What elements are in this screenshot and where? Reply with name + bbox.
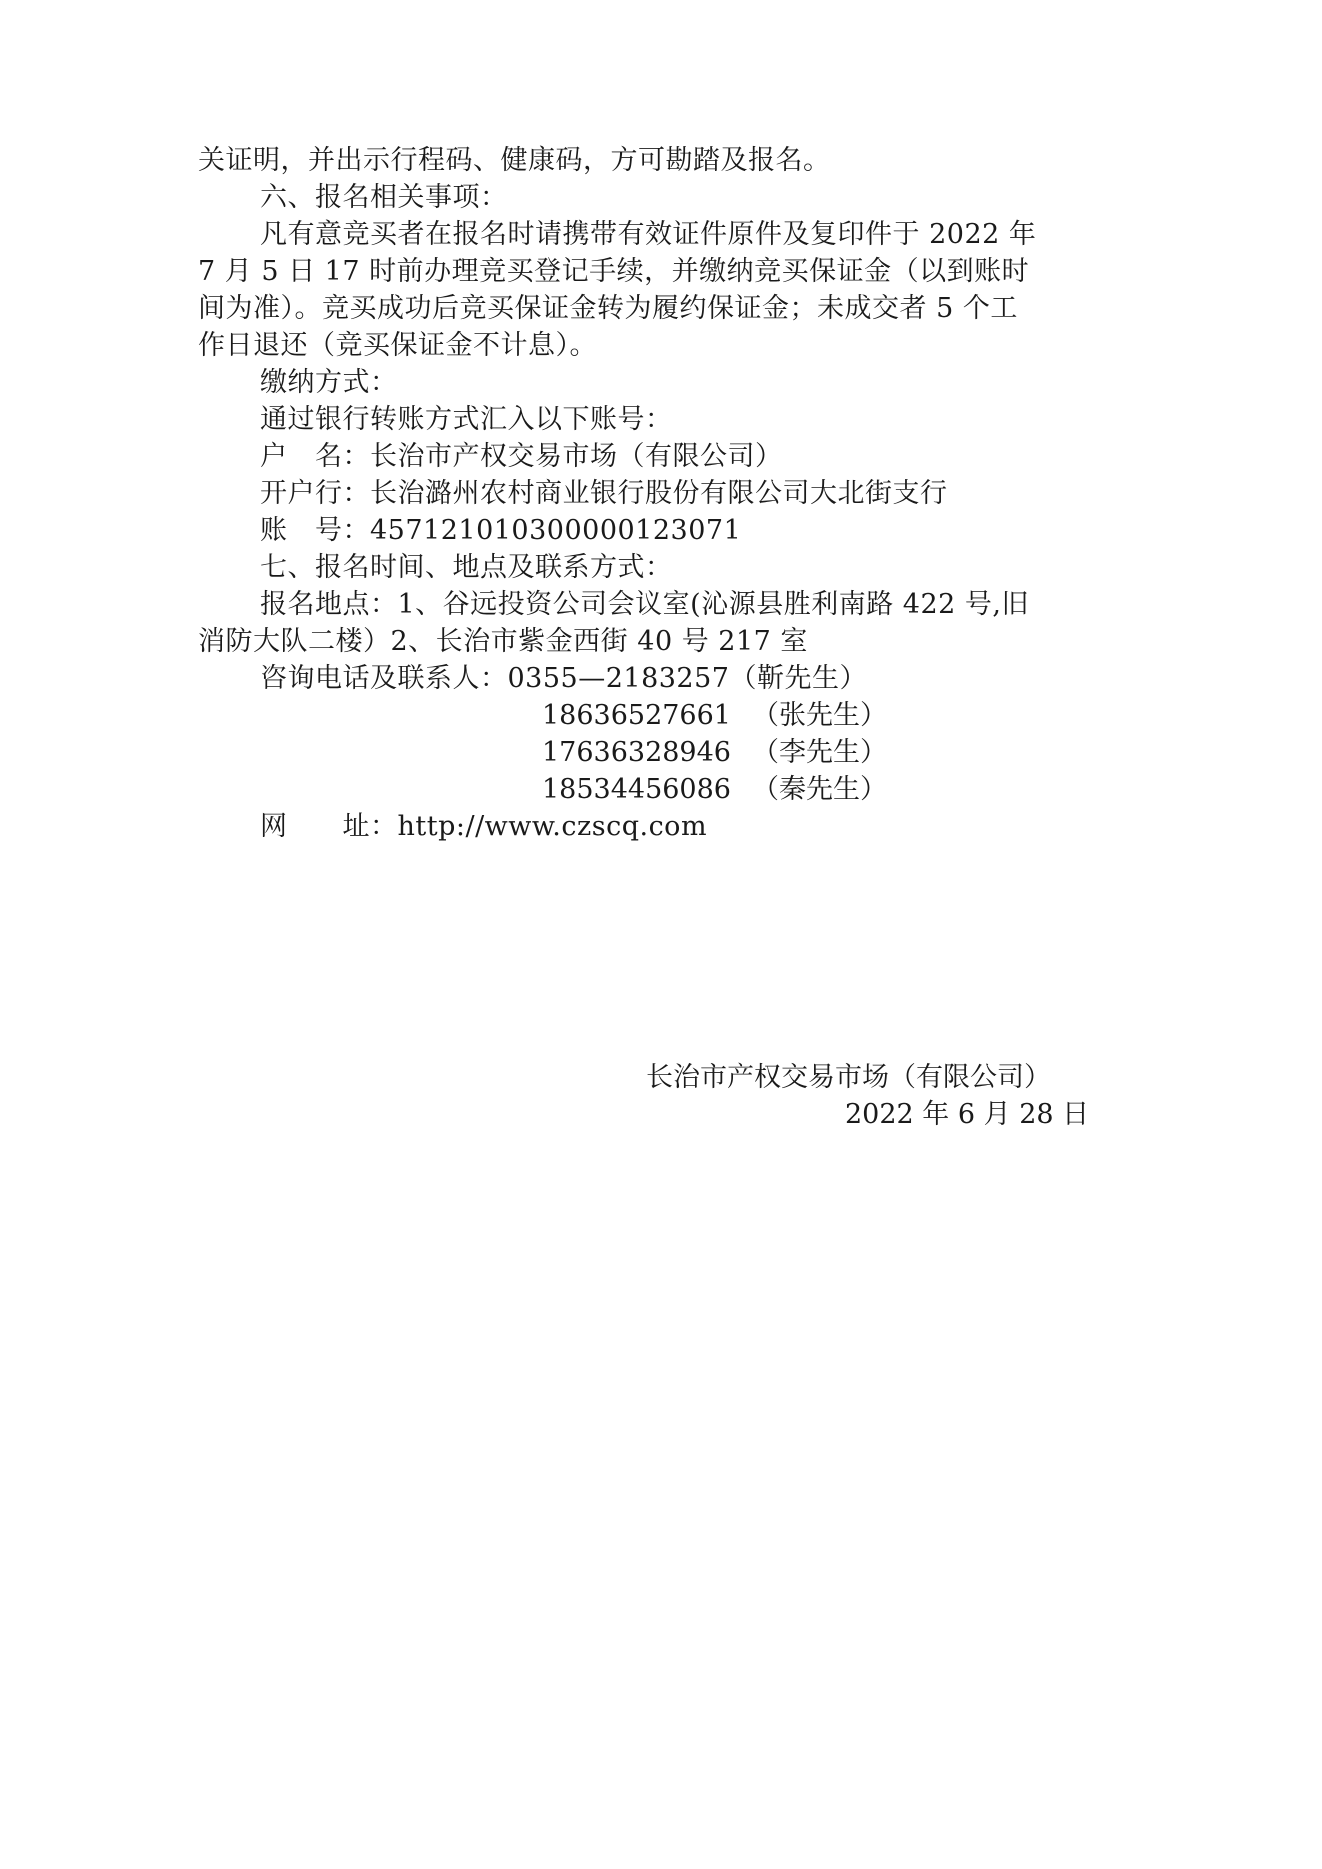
- paragraph-line: 间为准）。竞买成功后竞买保证金转为履约保证金；未成交者 5 个工: [198, 293, 1018, 324]
- paragraph-line: 消防大队二楼）2、长治市紫金西街 40 号 217 室: [198, 626, 808, 657]
- signature-org: 长治市产权交易市场（有限公司）: [646, 1062, 1051, 1093]
- contact-phone: 18534456086: [542, 774, 731, 805]
- contact-line: 咨询电话及联系人：0355—2183257（靳先生）: [260, 663, 867, 694]
- contact-phone: 17636328946: [542, 737, 731, 768]
- signature-date: 2022 年 6 月 28 日: [845, 1099, 1090, 1130]
- paragraph-line: 7 月 5 日 17 时前办理竞买登记手续，并缴纳竞买保证金（以到账时: [198, 256, 1030, 287]
- bank-line: 开户行：长治潞州农村商业银行股份有限公司大北街支行: [260, 478, 948, 509]
- account-number-line: 账 号：457121010300000123071: [260, 515, 742, 546]
- paragraph-line: 报名地点：1、谷远投资公司会议室(沁源县胜利南路 422 号,旧: [260, 589, 1029, 620]
- contact-line: [542, 772, 887, 808]
- account-name-line: 户 名：长治市产权交易市场（有限公司）: [260, 441, 783, 472]
- paragraph-line: 关证明，并出示行程码、健康码，方可勘踏及报名。: [198, 145, 831, 176]
- website-line: 网 址：http://www.czscq.com: [260, 811, 708, 842]
- paragraph-line: 凡有意竞买者在报名时请携带有效证件原件及复印件于 2022 年: [260, 219, 1037, 250]
- paragraph-line: 通过银行转账方式汇入以下账号：: [260, 404, 673, 435]
- section-heading: 七、报名时间、地点及联系方式：: [260, 552, 673, 583]
- contact-person: （秦先生）: [752, 774, 887, 805]
- paragraph-line: 缴纳方式：: [260, 367, 398, 398]
- contact-line: [542, 698, 887, 734]
- contact-person: （张先生）: [752, 700, 887, 731]
- contact-person: （李先生）: [752, 737, 887, 768]
- section-heading: 六、报名相关事项：: [260, 182, 508, 213]
- contact-phone: 18636527661: [542, 700, 731, 731]
- paragraph-line: 作日退还（竞买保证金不计息）。: [198, 330, 597, 361]
- contact-line: [542, 735, 887, 771]
